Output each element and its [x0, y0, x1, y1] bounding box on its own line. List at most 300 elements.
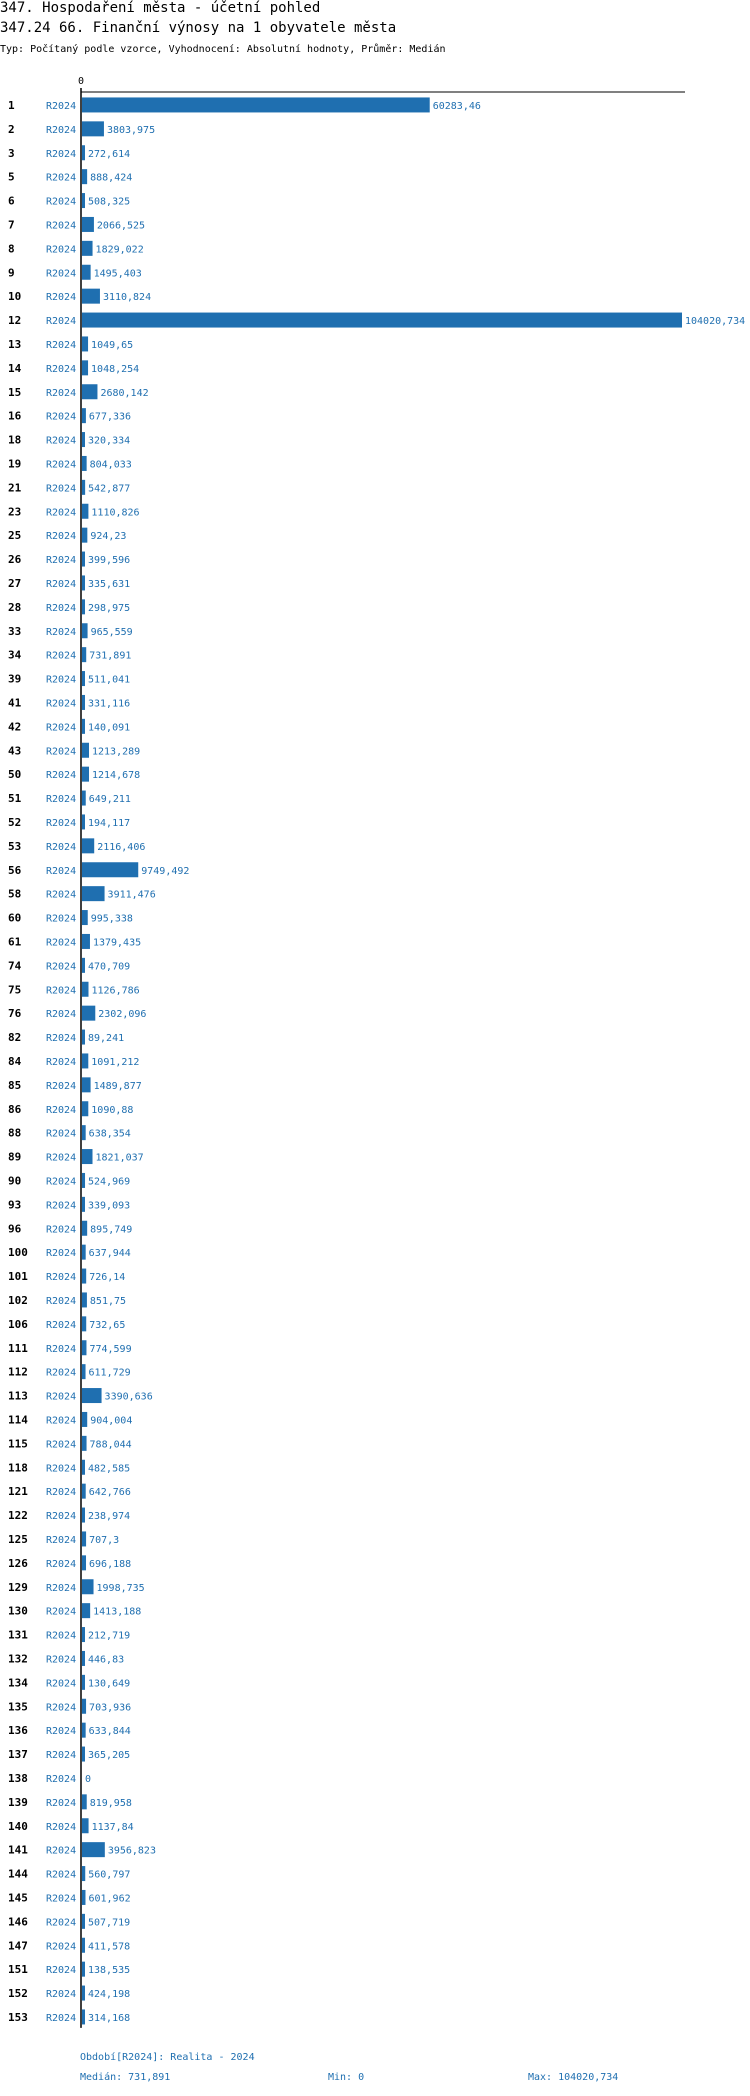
- value-label: 314,168: [88, 2012, 131, 2024]
- row-label: 25: [8, 529, 22, 543]
- bar: [82, 1101, 88, 1116]
- bar: [82, 886, 105, 901]
- period-label: R2024: [46, 1319, 77, 1331]
- row-label: 132: [8, 1652, 28, 1666]
- bar: [82, 1627, 85, 1642]
- row-label: 112: [8, 1365, 28, 1379]
- bar: [82, 145, 85, 160]
- row-label: 14: [8, 361, 22, 375]
- period-label: R2024: [46, 1391, 77, 1403]
- row-label: 96: [8, 1222, 22, 1236]
- row-label: 152: [8, 1987, 28, 2001]
- row-label: 82: [8, 1031, 22, 1045]
- period-label: R2024: [46, 794, 77, 806]
- bar: [82, 552, 85, 567]
- bar: [82, 169, 87, 184]
- value-label: 2302,096: [98, 1009, 147, 1021]
- row-label: 16: [8, 409, 22, 423]
- period-label: R2024: [46, 698, 77, 710]
- value-label: 1379,435: [92, 937, 142, 949]
- row-label: 39: [8, 672, 22, 686]
- row-label: 1: [8, 98, 15, 112]
- bar: [82, 647, 86, 662]
- value-label: 1213,289: [91, 746, 141, 758]
- value-label: 3956,823: [107, 1845, 156, 1857]
- bar: [82, 958, 85, 973]
- period-label: R2024: [46, 459, 77, 471]
- row-label: 61: [8, 935, 22, 949]
- value-label: 140,091: [88, 722, 131, 734]
- period-label: R2024: [46, 841, 77, 853]
- row-label: 41: [8, 696, 22, 710]
- bar: [82, 1412, 87, 1427]
- period-label: R2024: [46, 817, 77, 829]
- row-label: 85: [8, 1078, 22, 1092]
- row-label: 139: [8, 1795, 28, 1809]
- value-label: 649,211: [88, 794, 131, 806]
- bar: [82, 193, 85, 208]
- value-label: 1137,84: [91, 1821, 134, 1833]
- period-label: R2024: [46, 292, 77, 304]
- row-label: 27: [8, 576, 22, 590]
- value-label: 2116,406: [97, 841, 146, 853]
- value-label: 1998,735: [96, 1582, 145, 1594]
- value-label: 601,962: [88, 1893, 131, 1905]
- value-label: 1110,826: [91, 507, 140, 519]
- period-label: R2024: [46, 1176, 77, 1188]
- period-label: R2024: [46, 1343, 77, 1355]
- value-label: 677,336: [88, 411, 132, 423]
- row-label: 146: [8, 1915, 28, 1929]
- period-label: R2024: [46, 507, 77, 519]
- value-label: 904,004: [90, 1415, 133, 1427]
- period-label: R2024: [46, 770, 77, 782]
- chart-description: Typ: Počítaný podle vzorce, Vyhodnocení: Absolutní hodnoty, Průměr: Medián: [0, 44, 446, 55]
- value-label: 560,797: [88, 1869, 131, 1881]
- value-label: 1489,877: [93, 1080, 142, 1092]
- period-label: R2024: [46, 1033, 77, 1045]
- value-label: 3390,636: [104, 1391, 153, 1403]
- row-label: 147: [8, 1939, 28, 1953]
- row-label: 15: [8, 385, 22, 399]
- row-label: 60: [8, 911, 22, 925]
- period-label: R2024: [46, 1773, 77, 1785]
- period-label: R2024: [46, 363, 77, 375]
- row-label: 100: [8, 1246, 28, 1260]
- value-label: 637,944: [88, 1248, 131, 1260]
- period-label: R2024: [46, 483, 77, 495]
- bar: [82, 1269, 86, 1284]
- bar: [82, 1436, 87, 1451]
- x-tick-label: 0: [77, 76, 85, 87]
- bar: [82, 289, 100, 304]
- value-label: 446,83: [88, 1654, 125, 1666]
- footer-max: Max: 104020,734: [528, 2072, 619, 2083]
- row-label: 113: [8, 1389, 28, 1403]
- row-label: 43: [8, 744, 22, 758]
- bar: [82, 575, 85, 590]
- value-label: 3911,476: [107, 889, 156, 901]
- period-label: R2024: [46, 1104, 77, 1116]
- row-label: 121: [8, 1485, 28, 1499]
- value-label: 60283,46: [432, 100, 481, 112]
- value-label: 2680,142: [100, 387, 149, 399]
- bar: [82, 1890, 85, 1905]
- bar: [82, 1603, 90, 1618]
- row-label: 58: [8, 887, 22, 901]
- value-label: 633,844: [88, 1726, 131, 1738]
- row-label: 3: [8, 146, 15, 160]
- value-label: 424,198: [88, 1989, 131, 2001]
- period-label: R2024: [46, 1463, 77, 1475]
- period-label: R2024: [46, 1487, 77, 1499]
- bar: [82, 862, 138, 877]
- row-label: 129: [8, 1580, 28, 1594]
- row-label: 135: [8, 1700, 28, 1714]
- value-label: 238,974: [88, 1511, 131, 1523]
- bar: [82, 1938, 85, 1953]
- row-label: 34: [8, 648, 22, 662]
- row-label: 12: [8, 314, 22, 328]
- value-label: 731,891: [89, 650, 132, 662]
- value-label: 2066,525: [96, 220, 146, 232]
- period-label: R2024: [46, 531, 77, 543]
- bar: [82, 1484, 86, 1499]
- bar: [82, 1747, 85, 1762]
- bar: [82, 1699, 86, 1714]
- value-label: 888,424: [90, 172, 133, 184]
- period-label: R2024: [46, 1511, 77, 1523]
- bar: [82, 480, 85, 495]
- period-label: R2024: [46, 578, 77, 590]
- period-label: R2024: [46, 124, 77, 136]
- value-label: 411,578: [88, 1941, 131, 1953]
- value-label: 1091,212: [91, 1056, 140, 1068]
- value-label: 335,631: [88, 578, 131, 590]
- footer-median: Medián: 731,891: [80, 2072, 171, 2083]
- bar: [82, 1794, 87, 1809]
- period-label: R2024: [46, 1917, 77, 1929]
- period-label: R2024: [46, 1654, 77, 1666]
- period-label: R2024: [46, 268, 77, 280]
- period-label: R2024: [46, 555, 77, 567]
- value-label: 924,23: [90, 531, 127, 543]
- bar: [82, 432, 85, 447]
- value-label: 508,325: [88, 196, 131, 208]
- bar: [82, 456, 87, 471]
- bar: [82, 313, 682, 328]
- period-label: R2024: [46, 937, 77, 949]
- period-label: R2024: [46, 1869, 77, 1881]
- bar: [82, 408, 86, 423]
- period-label: R2024: [46, 1009, 77, 1021]
- bar: [82, 1221, 87, 1236]
- value-label: 707,3: [89, 1534, 120, 1546]
- bar: [82, 1030, 85, 1045]
- bar: [82, 1986, 85, 2001]
- period-label: R2024: [46, 1582, 77, 1594]
- row-label: 93: [8, 1198, 22, 1212]
- value-label: 1048,254: [91, 363, 140, 375]
- bar: [82, 623, 88, 638]
- value-label: 1049,65: [91, 339, 134, 351]
- bar: [82, 1723, 86, 1738]
- row-label: 13: [8, 337, 22, 351]
- row-label: 89: [8, 1150, 22, 1164]
- row-label: 23: [8, 505, 22, 519]
- row-label: 125: [8, 1532, 28, 1546]
- row-label: 136: [8, 1724, 28, 1738]
- row-label: 151: [8, 1963, 28, 1977]
- bar: [82, 1388, 102, 1403]
- value-label: 482,585: [88, 1463, 131, 1475]
- period-label: R2024: [46, 1702, 77, 1714]
- value-label: 3110,824: [102, 292, 152, 304]
- period-label: R2024: [46, 1056, 77, 1068]
- value-label: 511,041: [88, 674, 131, 686]
- period-label: R2024: [46, 1606, 77, 1618]
- row-label: 153: [8, 2010, 28, 2024]
- value-label: 1126,786: [91, 985, 140, 997]
- value-label: 804,033: [89, 459, 132, 471]
- row-label: 76: [8, 1007, 22, 1021]
- period-label: R2024: [46, 1152, 77, 1164]
- bar: [82, 1292, 87, 1307]
- row-label: 18: [8, 433, 22, 447]
- row-label: 9: [8, 266, 15, 280]
- period-label: R2024: [46, 1989, 77, 2001]
- row-label: 74: [8, 959, 22, 973]
- value-label: 365,205: [88, 1750, 131, 1762]
- row-label: 50: [8, 768, 22, 782]
- value-label: 788,044: [89, 1439, 132, 1451]
- row-label: 28: [8, 600, 22, 614]
- value-label: 0: [85, 1773, 92, 1785]
- period-label: R2024: [46, 1080, 77, 1092]
- value-label: 995,338: [90, 913, 133, 925]
- bar: [82, 1245, 86, 1260]
- value-label: 611,729: [88, 1367, 131, 1379]
- value-label: 642,766: [88, 1487, 131, 1499]
- period-label: R2024: [46, 961, 77, 973]
- period-label: R2024: [46, 1224, 77, 1236]
- bar: [82, 695, 85, 710]
- value-label: 895,749: [90, 1224, 133, 1236]
- value-label: 272,614: [88, 148, 131, 160]
- period-label: R2024: [46, 316, 77, 328]
- bar: [82, 1914, 85, 1929]
- value-label: 732,65: [89, 1319, 126, 1331]
- bar: [82, 1675, 85, 1690]
- period-label: R2024: [46, 244, 77, 256]
- value-label: 1821,037: [95, 1152, 144, 1164]
- period-label: R2024: [46, 1367, 77, 1379]
- period-label: R2024: [46, 220, 77, 232]
- period-label: R2024: [46, 746, 77, 758]
- period-label: R2024: [46, 674, 77, 686]
- period-label: R2024: [46, 1128, 77, 1140]
- value-label: 703,936: [89, 1702, 132, 1714]
- row-label: 6: [8, 194, 15, 208]
- bar: [82, 743, 89, 758]
- period-label: R2024: [46, 1630, 77, 1642]
- row-label: 86: [8, 1102, 22, 1116]
- value-label: 9749,492: [141, 865, 190, 877]
- row-label: 5: [8, 170, 15, 184]
- bar: [82, 838, 94, 853]
- row-label: 101: [8, 1270, 28, 1284]
- bar: [82, 719, 85, 734]
- period-label: R2024: [46, 148, 77, 160]
- bar: [82, 1149, 93, 1164]
- row-label: 42: [8, 720, 22, 734]
- row-label: 10: [8, 290, 22, 304]
- row-label: 56: [8, 863, 22, 877]
- value-label: 819,958: [89, 1797, 132, 1809]
- value-label: 851,75: [89, 1295, 127, 1307]
- period-label: R2024: [46, 722, 77, 734]
- value-label: 1829,022: [95, 244, 144, 256]
- period-label: R2024: [46, 1941, 77, 1953]
- row-label: 126: [8, 1556, 28, 1570]
- value-label: 524,969: [88, 1176, 131, 1188]
- period-label: R2024: [46, 1845, 77, 1857]
- chart-subtitle: 347.24 66. Finanční výnosy na 1 obyvatele města: [0, 20, 397, 36]
- value-label: 331,116: [88, 698, 131, 710]
- period-label: R2024: [46, 196, 77, 208]
- row-label: 88: [8, 1126, 22, 1140]
- bar: [82, 265, 91, 280]
- value-label: 542,877: [88, 483, 131, 495]
- row-label: 140: [8, 1819, 28, 1833]
- period-label: R2024: [46, 1965, 77, 1977]
- period-label: R2024: [46, 626, 77, 638]
- value-label: 726,14: [89, 1272, 126, 1284]
- bar: [82, 336, 88, 351]
- row-label: 53: [8, 839, 22, 853]
- row-label: 2: [8, 122, 15, 136]
- bar: [82, 384, 97, 399]
- row-label: 145: [8, 1891, 28, 1905]
- period-label: R2024: [46, 2012, 77, 2024]
- bar: [82, 1053, 88, 1068]
- row-label: 26: [8, 553, 22, 567]
- bar: [82, 982, 88, 997]
- value-label: 212,719: [88, 1630, 131, 1642]
- bar: [82, 1842, 105, 1857]
- bar: [82, 1197, 85, 1212]
- value-label: 89,241: [88, 1033, 125, 1045]
- bar: [82, 217, 94, 232]
- bar: [82, 1173, 85, 1188]
- row-label: 106: [8, 1317, 28, 1331]
- row-label: 141: [8, 1843, 28, 1857]
- period-label: R2024: [46, 1415, 77, 1427]
- row-label: 130: [8, 1604, 28, 1618]
- row-label: 21: [8, 481, 22, 495]
- period-label: R2024: [46, 1821, 77, 1833]
- period-label: R2024: [46, 1750, 77, 1762]
- row-label: 33: [8, 624, 22, 638]
- period-label: R2024: [46, 411, 77, 423]
- bar: [82, 1818, 89, 1833]
- period-label: R2024: [46, 435, 77, 447]
- bar: [82, 767, 89, 782]
- period-label: R2024: [46, 1534, 77, 1546]
- bar: [82, 1508, 85, 1523]
- row-label: 138: [8, 1771, 28, 1785]
- row-label: 144: [8, 1867, 28, 1881]
- bar: [82, 1579, 94, 1594]
- period-label: R2024: [46, 602, 77, 614]
- row-label: 19: [8, 457, 22, 471]
- period-label: R2024: [46, 865, 77, 877]
- value-label: 1090,88: [91, 1104, 134, 1116]
- bar: [82, 1340, 86, 1355]
- value-label: 470,709: [88, 961, 131, 973]
- bar: [82, 599, 85, 614]
- period-label: R2024: [46, 1439, 77, 1451]
- period-label: R2024: [46, 1726, 77, 1738]
- bar: [82, 1866, 85, 1881]
- row-label: 102: [8, 1293, 28, 1307]
- value-label: 1495,403: [93, 268, 142, 280]
- footer-min: Min: 0: [328, 2072, 365, 2083]
- bar: [82, 1006, 95, 1021]
- bar: [82, 1531, 86, 1546]
- period-label: R2024: [46, 1893, 77, 1905]
- value-label: 1214,678: [92, 770, 141, 782]
- value-label: 298,975: [88, 602, 131, 614]
- bar: [82, 1651, 85, 1666]
- bar: [82, 1364, 86, 1379]
- chart-title: 347. Hospodaření města - účetní pohled: [0, 0, 321, 16]
- period-label: R2024: [46, 1272, 77, 1284]
- bar: [82, 791, 86, 806]
- bar: [82, 1555, 86, 1570]
- period-label: R2024: [46, 1558, 77, 1570]
- value-label: 194,117: [88, 817, 131, 829]
- row-label: 111: [8, 1341, 28, 1355]
- value-label: 507,719: [88, 1917, 131, 1929]
- footer-period: Období[R2024]: Realita - 2024: [80, 2052, 255, 2063]
- period-label: R2024: [46, 650, 77, 662]
- value-label: 696,188: [89, 1558, 132, 1570]
- value-label: 138,535: [88, 1965, 131, 1977]
- bar: [82, 97, 430, 112]
- period-label: R2024: [46, 889, 77, 901]
- period-label: R2024: [46, 1248, 77, 1260]
- row-label: 84: [8, 1054, 22, 1068]
- bar: [82, 1125, 86, 1140]
- row-label: 118: [8, 1461, 28, 1475]
- bar: [82, 1460, 85, 1475]
- bar: [82, 2009, 85, 2024]
- row-label: 131: [8, 1628, 28, 1642]
- row-label: 137: [8, 1748, 28, 1762]
- period-label: R2024: [46, 1295, 77, 1307]
- period-label: R2024: [46, 985, 77, 997]
- period-label: R2024: [46, 100, 77, 112]
- row-label: 122: [8, 1509, 28, 1523]
- bar: [82, 814, 85, 829]
- value-label: 1413,188: [93, 1606, 142, 1618]
- value-label: 320,334: [88, 435, 131, 447]
- row-label: 114: [8, 1413, 28, 1427]
- bar: [82, 121, 104, 136]
- row-label: 90: [8, 1174, 22, 1188]
- row-label: 51: [8, 792, 22, 806]
